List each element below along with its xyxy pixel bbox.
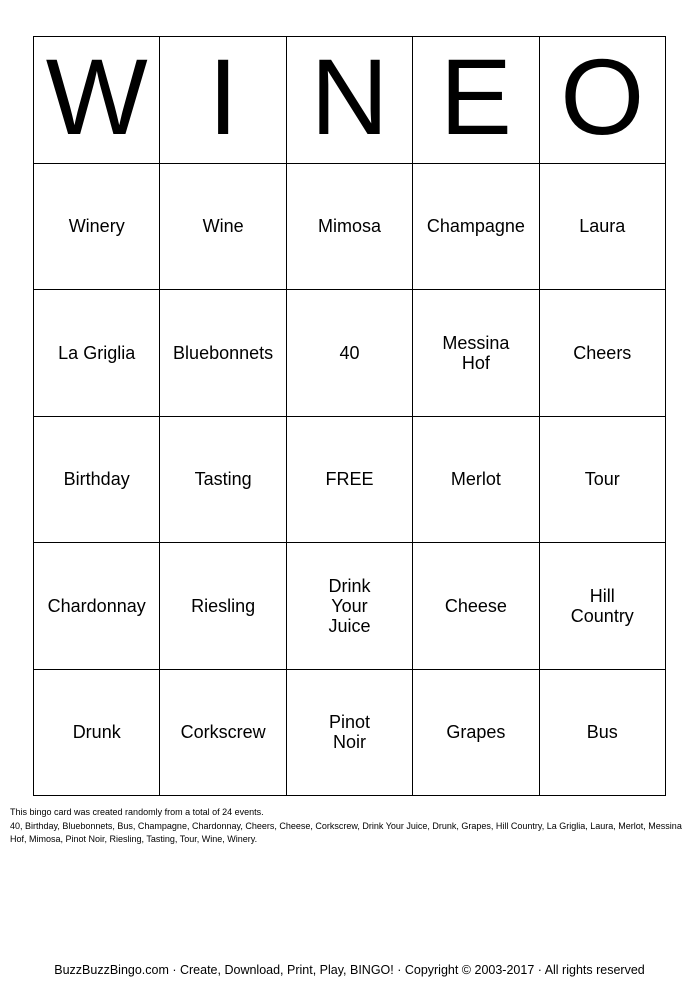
bingo-cell: La Griglia [34,290,160,417]
bingo-card [33,36,666,796]
bingo-cell: Winery [34,164,160,291]
bingo-cell: Tour [540,417,666,544]
bingo-cell: Messina Hof [413,290,539,417]
bingo-cell: Drink Your Juice [287,543,413,670]
bingo-cell: 40 [287,290,413,417]
bingo-cell: Bus [540,670,666,797]
bingo-cell: Cheese [413,543,539,670]
header-letter-o: O [540,37,666,164]
card-notes [10,806,690,847]
notes-summary: This bingo card was created randomly from a total of 24 events. [10,807,264,817]
bingo-cell: Hill Country [540,543,666,670]
bingo-cell: Champagne [413,164,539,291]
header-letter-n: N [287,37,413,164]
header-letter-w: W [34,37,160,164]
bingo-cell: Cheers [540,290,666,417]
bingo-cell: Drunk [34,670,160,797]
bingo-cell: Pinot Noir [287,670,413,797]
notes-event-list: 40, Birthday, Bluebonnets, Bus, Champagne, Chardonnay, Cheers, Cheese, Corkscrew, Drink Your Juice, Drunk, Grapes, Hill Country, La Griglia, Laura, Merlot, Messina Hof, Mimosa, Pinot Noir, Riesling, Tasting, Tour, Wine, Winery. [10,820,682,844]
free-space-cell: FREE [287,417,413,544]
bingo-cell: Mimosa [287,164,413,291]
bingo-cell: Bluebonnets [160,290,286,417]
bingo-cell: Birthday [34,417,160,544]
footer-credit: BuzzBuzzBingo.com · Create, Download, Print, Play, BINGO! · Copyright © 2003-2017 · All rights reserved [54,963,645,977]
bingo-cell: Chardonnay [34,543,160,670]
bingo-cell: Grapes [413,670,539,797]
bingo-cell: Laura [540,164,666,291]
bingo-cell: Merlot [413,417,539,544]
bingo-cell: Corkscrew [160,670,286,797]
header-letter-e: E [413,37,539,164]
bingo-cell: Tasting [160,417,286,544]
bingo-cell: Wine [160,164,286,291]
bingo-cell: Riesling [160,543,286,670]
header-letter-i: I [160,37,286,164]
